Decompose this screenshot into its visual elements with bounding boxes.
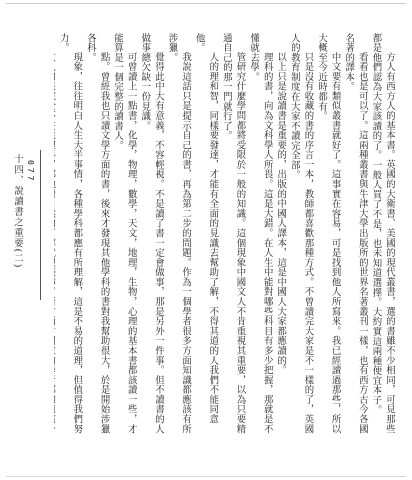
paragraph [54,33,56,443]
top-rule [6,3,406,4]
paragraph: 以上只是說讀書是重要的，出版的中國人譯本，這是中國人大家都應讀的。 [275,51,287,375]
paragraph: 覺得此中大有意義，不容輕視。不是讀了書一定會做事，那是另外一件事。但不讀書的人做事總欠缺一份見識。 [139,33,164,434]
paragraph: 只是沒有收藏的書的序言一本，教師都喜歡那種方式。不曾讀完大家是不一樣的了，英國人的教育制度在大家不讀完全部。 [288,33,314,434]
paragraph: 中文要有類似叢書就好了。這事實在容易，可是找到他人所寫來。我已經讀過那些，所以大概至今近時都有。 [316,33,341,434]
paragraph: 點。曾經我也只讀文學方面的書，後來才發現其他學科的書對我幫助很大，於是開始涉獵各科。 [84,33,110,434]
paragraph: 我說這話只是提示自己的書，再為第二步的問題。作為一個學者很多方面知識都應該有所涉獵。 [166,33,192,434]
paragraph: 理科的書，向為文科學人所畏。這是大錯。在人生中能對哪些科目有多少把握，那就是不懂就去學。 [248,33,273,434]
paragraph: 人的理和智，同樣要發達，才能有全面的見識去幫助了解，不得其道的人我們不能同意他。 [193,33,219,424]
page-number: 077 [26,160,35,184]
running-head-title: 十四、說讀書之重要(二) [12,154,23,269]
body-text [54,33,396,443]
bottom-rule [6,476,406,477]
paragraph: 現象，往往明白人生大半事情，各種學科都應有所理解，這是不易的道理，但值得我們努力。 [57,33,83,434]
running-head [6,150,41,300]
paragraph: 看看也是可以了。這兩種叢書與牛津大學出版所的世界名著叢刊一樣，也有西方古今各國名著的譯本。 [343,33,368,434]
paragraph: 方人有西方人的基本書。英國的大衛書、美國的現代叢書，選的書雖不少相同，可見那些都是他們認為大家該讀的了。一般人買了不是，也未知道選擇。大約實這兩種便宜本子。 [370,33,395,434]
paragraph: 可曾讀上一點書，化學，物理，數學，天文，地理，生物，心理的基本書都該讀一些，才能算是一個完整的讀書人。 [112,33,137,434]
paragraph: 管研究什麼學問都將受限於一般的知識。這個現象中國文人不肯重視其重要，以為只要精通自己的那一門就行了。 [220,33,246,434]
